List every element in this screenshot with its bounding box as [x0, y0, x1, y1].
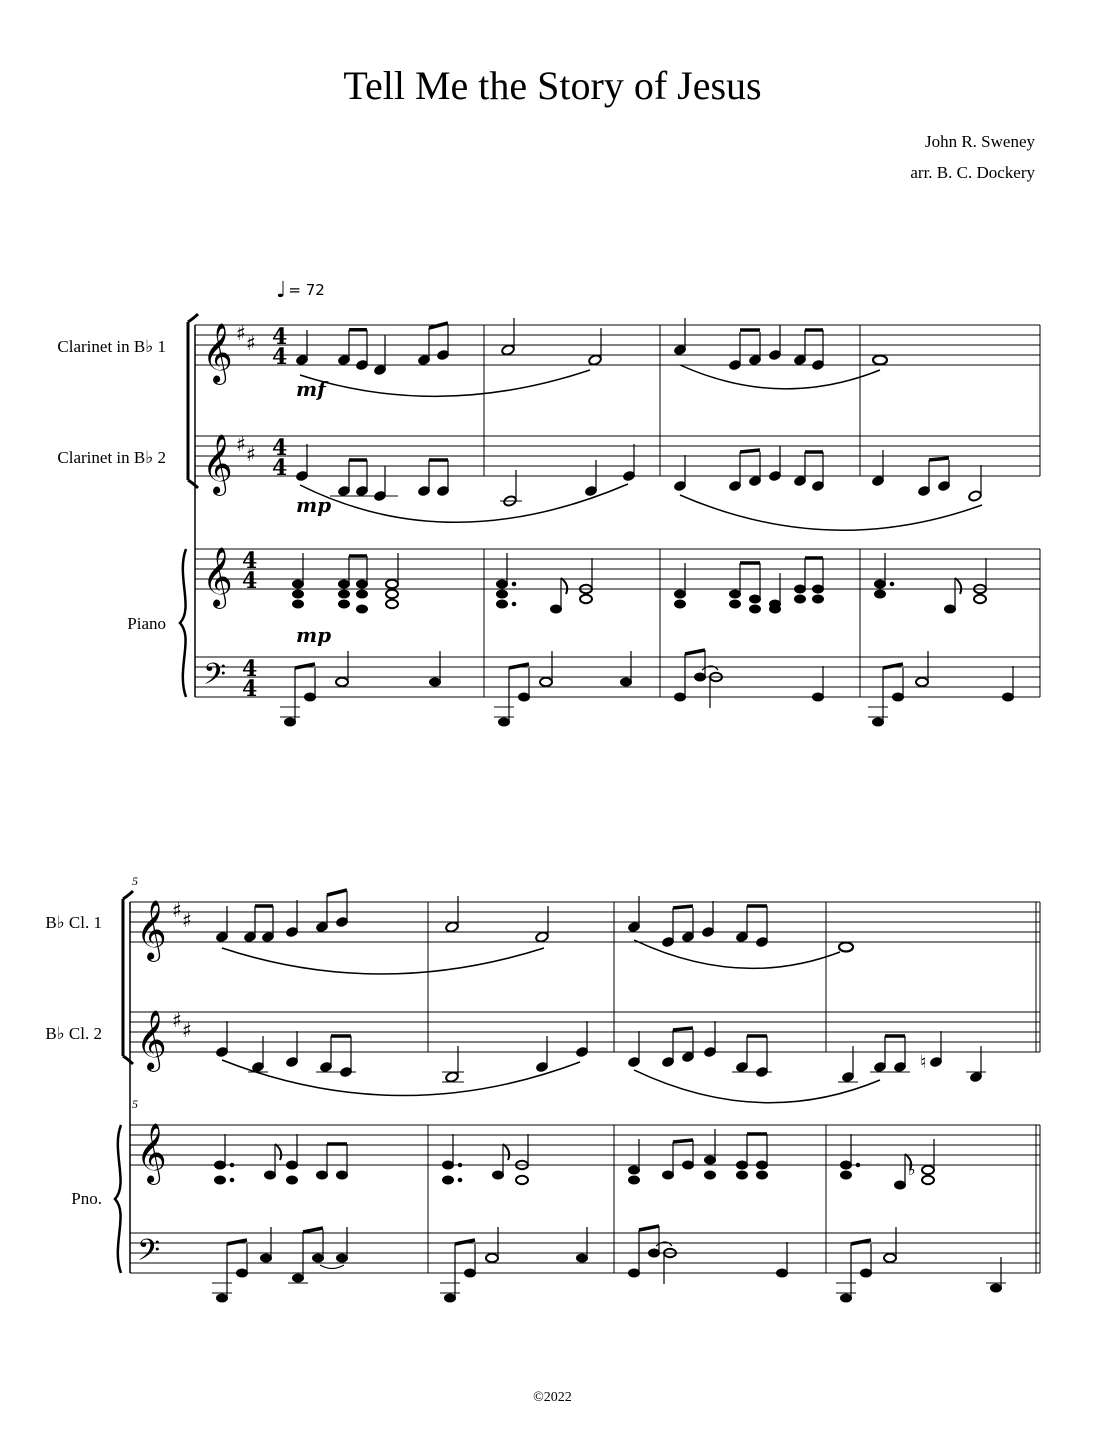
- staff-piano-bass-sys2: [130, 1233, 1040, 1273]
- barlines-system-1: [484, 325, 1040, 697]
- instrument-label-piano-short: Pno.: [71, 1189, 102, 1208]
- copyright: ©2022: [533, 1390, 572, 1405]
- composer: John R. Sweney: [924, 132, 1035, 151]
- treble-clef-icon: 𝄞: [202, 547, 233, 607]
- svg-text:4: 4: [272, 435, 288, 461]
- tempo-value: = 72: [288, 281, 325, 299]
- staff-clarinet-2: [195, 436, 1040, 476]
- notes-piano-treble-sys1: [293, 553, 987, 613]
- piano-brace: [180, 549, 186, 697]
- svg-text:4: 4: [242, 548, 258, 574]
- clefs-system-1: [202, 321, 256, 699]
- instrument-label-clarinet-1: Clarinet in B♭ 1: [57, 337, 166, 356]
- sharp-icon: ♯: [172, 898, 182, 922]
- sharp-icon: ♯: [182, 908, 192, 932]
- flat-icon: ♭: [908, 1160, 916, 1179]
- piano-brace: [115, 1125, 121, 1273]
- barlines-system-2: [428, 902, 1040, 1273]
- staff-piano-treble: [195, 549, 1040, 589]
- instrument-label-piano: Piano: [127, 614, 166, 633]
- svg-text:4: 4: [242, 676, 258, 702]
- treble-clef-icon: 𝄞: [202, 323, 233, 383]
- treble-clef-icon: 𝄞: [136, 1010, 167, 1070]
- measure-number-clarinet: 5: [132, 874, 138, 888]
- svg-text:4: 4: [272, 324, 288, 350]
- sharp-icon: ♯: [246, 331, 256, 355]
- dynamic-clarinet-1: mf: [296, 377, 326, 401]
- staff-clarinet-2-sys2: [130, 1012, 1040, 1052]
- notes-piano-bass-sys2: [212, 1226, 1006, 1302]
- notes-clarinet-2-sys1: [295, 444, 982, 530]
- sharp-icon: ♯: [182, 1018, 192, 1042]
- sharp-icon: ♯: [236, 321, 246, 345]
- notes-piano-bass-sys1: [280, 650, 1014, 726]
- sharp-icon: ♯: [236, 432, 246, 456]
- ensemble-bracket: [188, 314, 198, 488]
- dynamic-clarinet-2: mp: [296, 493, 332, 517]
- quarter-note-icon: ♩: [276, 278, 287, 303]
- staff-piano-treble-sys2: [130, 1125, 1040, 1165]
- system-2: [115, 891, 1040, 1273]
- sharp-icon: ♯: [246, 442, 256, 466]
- instrument-label-clarinet-2-short: B♭ Cl. 2: [45, 1024, 102, 1043]
- svg-text:4: 4: [242, 568, 258, 594]
- time-signatures: [242, 324, 287, 702]
- bass-clef-icon: 𝄢: [137, 1234, 161, 1275]
- ensemble-bracket: [123, 891, 133, 1064]
- treble-clef-icon: 𝄞: [136, 900, 167, 960]
- staff-piano-bass: [195, 657, 1040, 697]
- notes-clarinet-1-sys1: [295, 318, 887, 396]
- svg-text:4: 4: [242, 656, 258, 682]
- treble-clef-icon: 𝄞: [136, 1123, 167, 1183]
- measure-number-piano: 5: [132, 1097, 138, 1111]
- svg-text:4: 4: [272, 455, 288, 481]
- instrument-label-clarinet-2: Clarinet in B♭ 2: [57, 448, 166, 467]
- sharp-icon: ♯: [172, 1008, 182, 1032]
- instrument-label-clarinet-1-short: B♭ Cl. 1: [45, 913, 102, 932]
- piece-title: Tell Me the Story of Jesus: [343, 63, 762, 108]
- notes-clarinet-2-sys2: [215, 1021, 986, 1103]
- treble-clef-icon: 𝄞: [202, 434, 233, 494]
- arranger: arr. B. C. Dockery: [910, 163, 1035, 182]
- svg-text:4: 4: [272, 344, 288, 370]
- bass-clef-icon: 𝄢: [203, 658, 227, 699]
- staff-clarinet-1: [195, 325, 1040, 365]
- clefs-system-2: [136, 898, 192, 1275]
- dynamic-piano: mp: [296, 623, 332, 647]
- natural-icon: ♮: [920, 1052, 927, 1073]
